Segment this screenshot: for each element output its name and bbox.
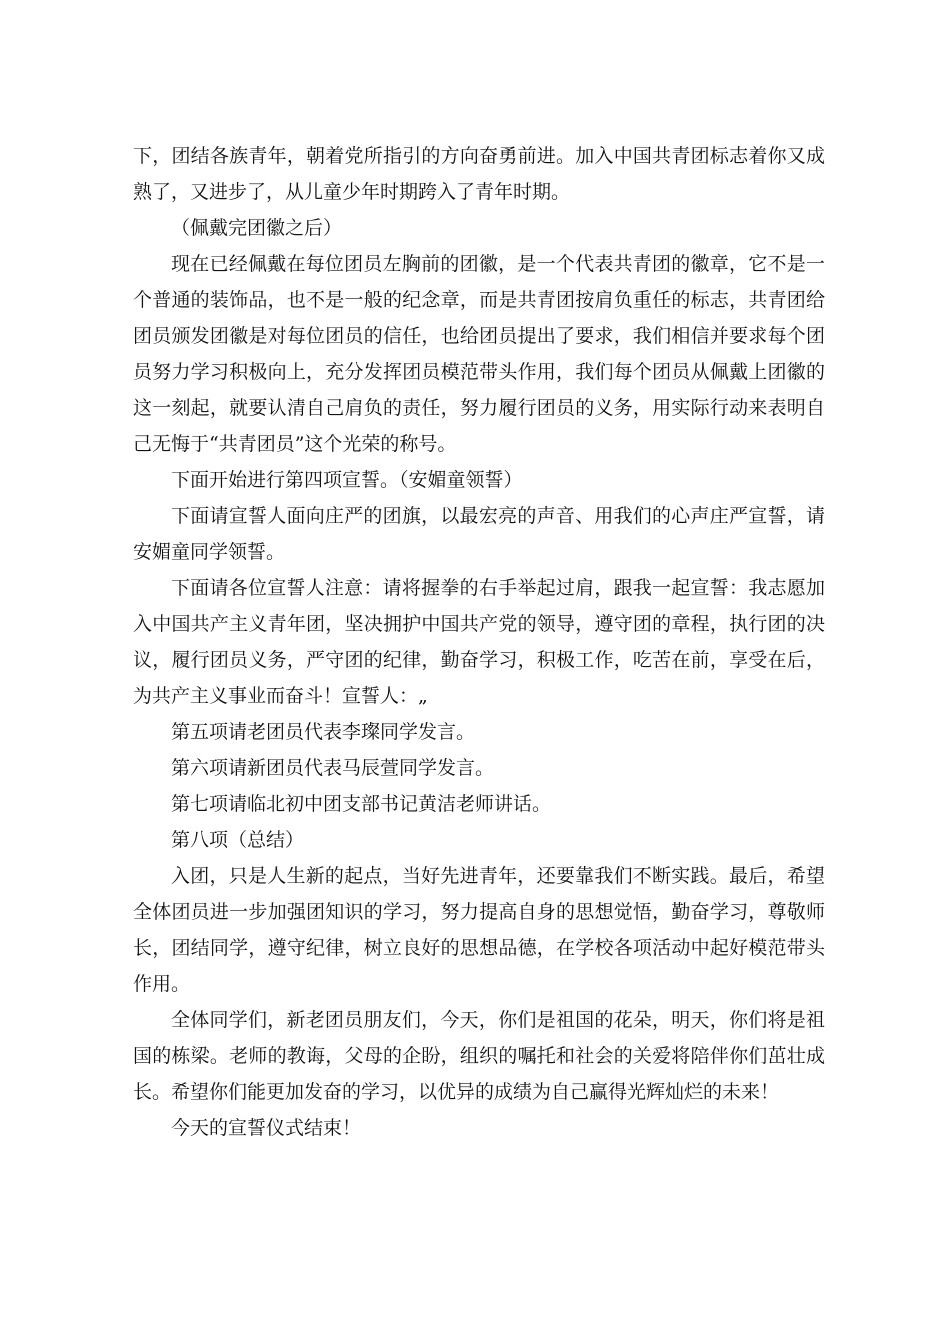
document-page (133, 138, 825, 1146)
paragraph-9: 第七项请临北初中团支部书记黄洁老师讲话。 (171, 793, 552, 815)
paragraph-2: （佩戴完团徽之后） (171, 217, 343, 239)
paragraph-11: 入团，只是人生新的起点，当好先进青年，还要靠我们不断实践。最后，希望全体团员进一步加强团知识的学习，努力提高自身的思想觉悟，勤奋学习，尊敬师长，团结同学，遵守纪律，树立良好的思想品德，在学校各项活动中起好模范带头作用。 (133, 865, 825, 995)
paragraph-13: 今天的宣誓仪式结束！ (171, 1117, 362, 1139)
paragraph-1: 下，团结各族青年，朝着党所指引的方向奋勇前进。加入中国共青团标志着你又成熟了，又进步了，从儿童少年时期跨入了青年时期。 (133, 145, 825, 203)
paragraph-12: 全体同学们，新老团员朋友们，今天，你们是祖国的花朵，明天，你们将是祖国的栋梁。老师的教诲，父母的企盼，组织的嘱托和社会的关爱将陪伴你们茁壮成长。希望你们能更加发奋的学习，以优异的成绩为自己赢得光辉灿烂的未来！ (133, 1009, 825, 1103)
paragraph-7: 第五项请老团员代表李璨同学发言。 (171, 721, 476, 743)
paragraph-4: 下面开始进行第四项宣誓。（安媚童领誓） (171, 469, 523, 491)
paragraph-8: 第六项请新团员代表马辰萱同学发言。 (171, 757, 495, 779)
paragraph-3: 现在已经佩戴在每位团员左胸前的团徽，是一个代表共青团的徽章，它不是一个普通的装饰品，也不是一般的纪念章，而是共青团按肩负重任的标志，共青团给团员颁发团徽是对每位团员的信任，也给团员提出了要求，我们相信并要求每个团员努力学习积极向上，充分发挥团员模范带头作用，我们每个团员从佩戴上团徽的这一刻起，就要认清自己肩负的责任，努力履行团员的义务，用实际行动来表明自己无悔于“共青团员”这个光荣的称号。 (133, 253, 825, 455)
paragraph-6: 下面请各位宣誓人注意：请将握拳的右手举起过肩，跟我一起宣誓：我志愿加入中国共产主义青年团，坚决拥护中国共产党的领导，遵守团的章程，执行团的决议，履行团员义务，严守团的纪律，勤奋学习，积极工作，吃苦在前，享受在后，为共产主义事业而奋斗！宣誓人：„ (133, 577, 825, 707)
paragraph-5: 下面请宣誓人面向庄严的团旗，以最宏亮的声音、用我们的心声庄严宣誓，请安媚童同学领誓。 (133, 505, 825, 563)
paragraph-10: 第八项（总结） (171, 829, 305, 851)
